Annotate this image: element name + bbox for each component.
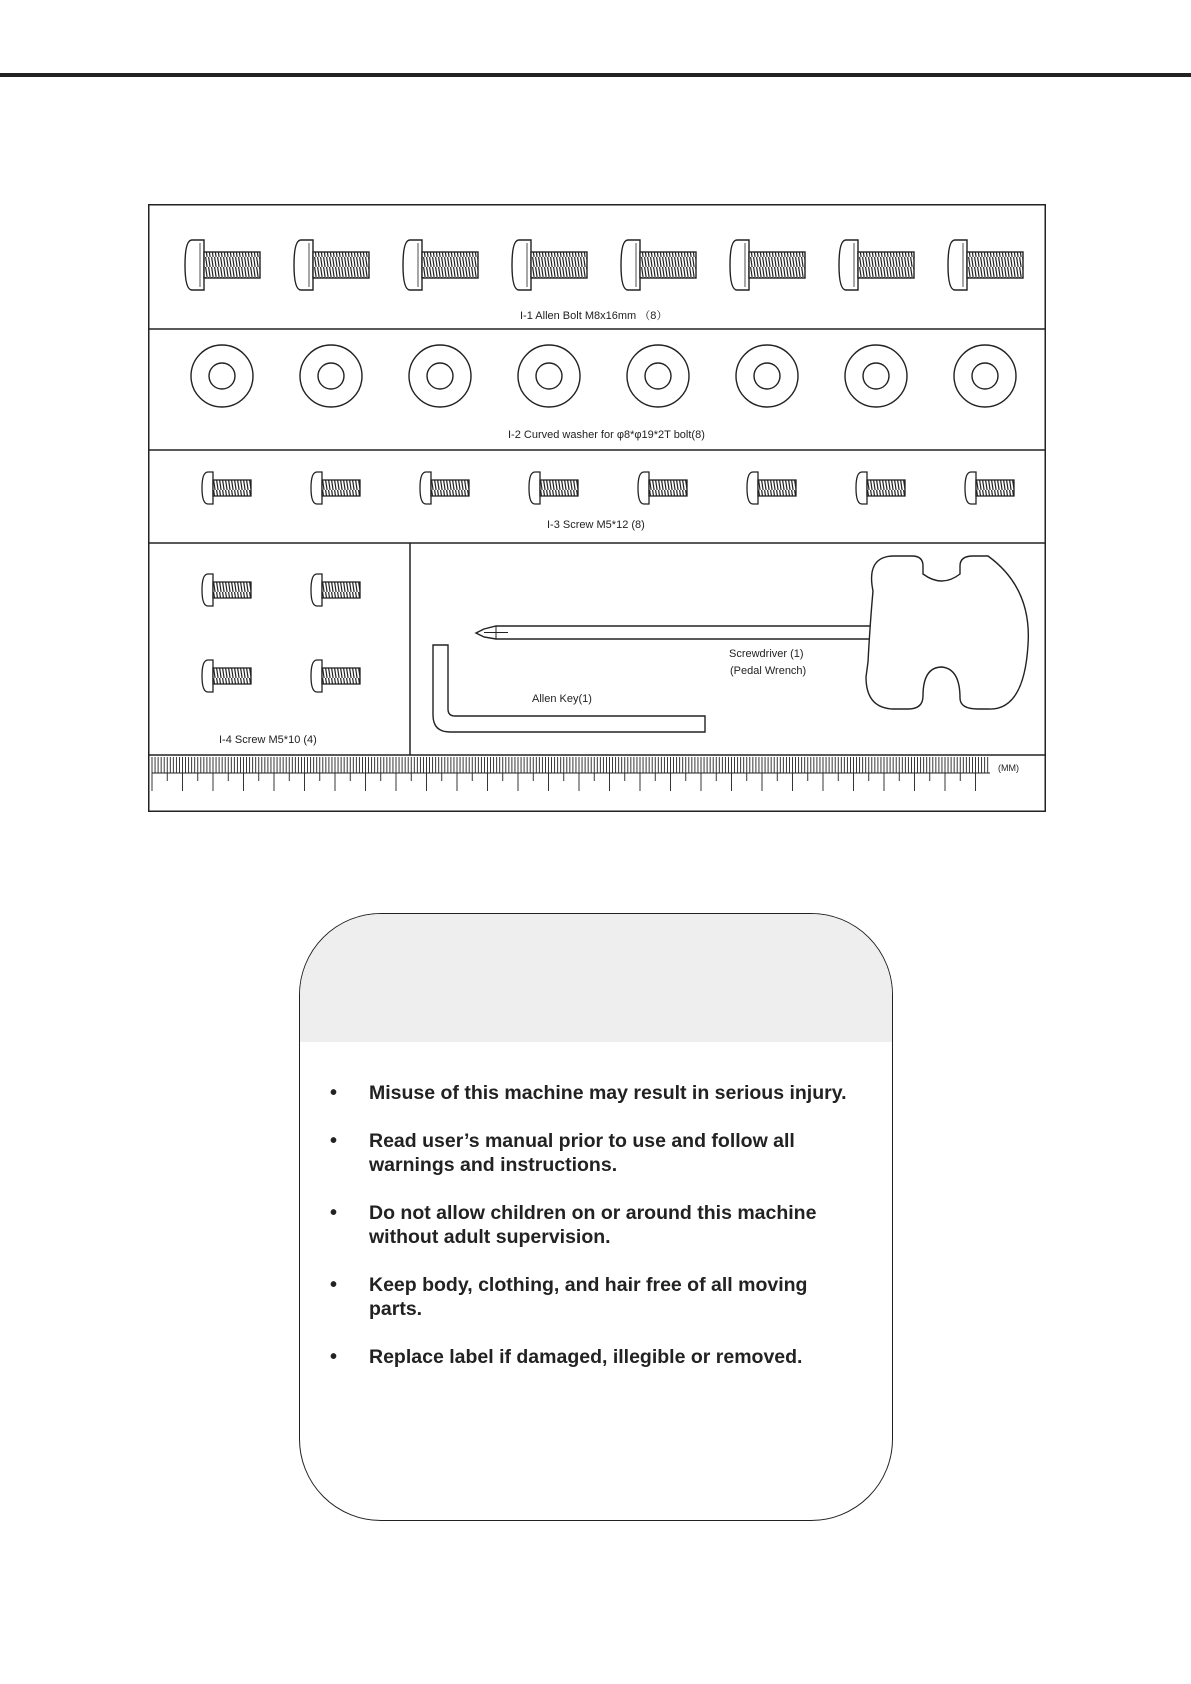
screwdriver-label: Screwdriver (1) — [729, 648, 804, 660]
top-rule — [0, 73, 1191, 77]
warning-item — [300, 1201, 892, 1249]
warning-list — [300, 1081, 892, 1393]
warning-text: Replace label if damaged, illegible or removed. — [369, 1346, 803, 1368]
warning-item — [300, 1081, 892, 1105]
warning-text: Read user’s manual prior to use and follow all warnings and instructions. — [369, 1130, 795, 1176]
hardware-drawing — [148, 204, 1046, 812]
screw-m5x12-label: I-3 Screw M5*12 (8) — [547, 519, 645, 531]
curved-washer — [845, 345, 907, 407]
curved-washer — [300, 345, 362, 407]
bullet: • — [330, 1346, 338, 1368]
curved-washer — [627, 345, 689, 407]
bullet: • — [330, 1082, 338, 1104]
screw-m5x10-label: I-4 Screw M5*10 (4) — [219, 734, 317, 746]
warning-text: Misuse of this machine may result in serious injury. — [369, 1082, 847, 1104]
curved-washer — [409, 345, 471, 407]
warning-item — [300, 1345, 892, 1369]
warning-text: Keep body, clothing, and hair free of all moving parts. — [369, 1274, 808, 1320]
curved-washer — [191, 345, 253, 407]
curved-washer — [954, 345, 1016, 407]
warning-item — [300, 1273, 892, 1321]
bullet: • — [330, 1202, 338, 1224]
bullet: • — [330, 1274, 338, 1296]
ruler-unit-label: (MM) — [998, 763, 1019, 773]
warning-text: Do not allow children on or around this machine without adult supervision. — [369, 1202, 817, 1248]
warning-header — [300, 914, 892, 1042]
bolt-label: I-1 Allen Bolt M8x16mm （8） — [520, 310, 668, 322]
curved-washer — [518, 345, 580, 407]
curved-washer — [736, 345, 798, 407]
warning-card — [299, 913, 893, 1521]
pedal-wrench-label: (Pedal Wrench) — [730, 665, 807, 677]
hardware-card — [148, 204, 1046, 812]
warning-item — [300, 1129, 892, 1177]
bullet: • — [330, 1130, 338, 1152]
allen-key-label: Allen Key(1) — [532, 693, 592, 705]
washer-label: I-2 Curved washer for φ8*φ19*2T bolt(8) — [508, 429, 705, 441]
